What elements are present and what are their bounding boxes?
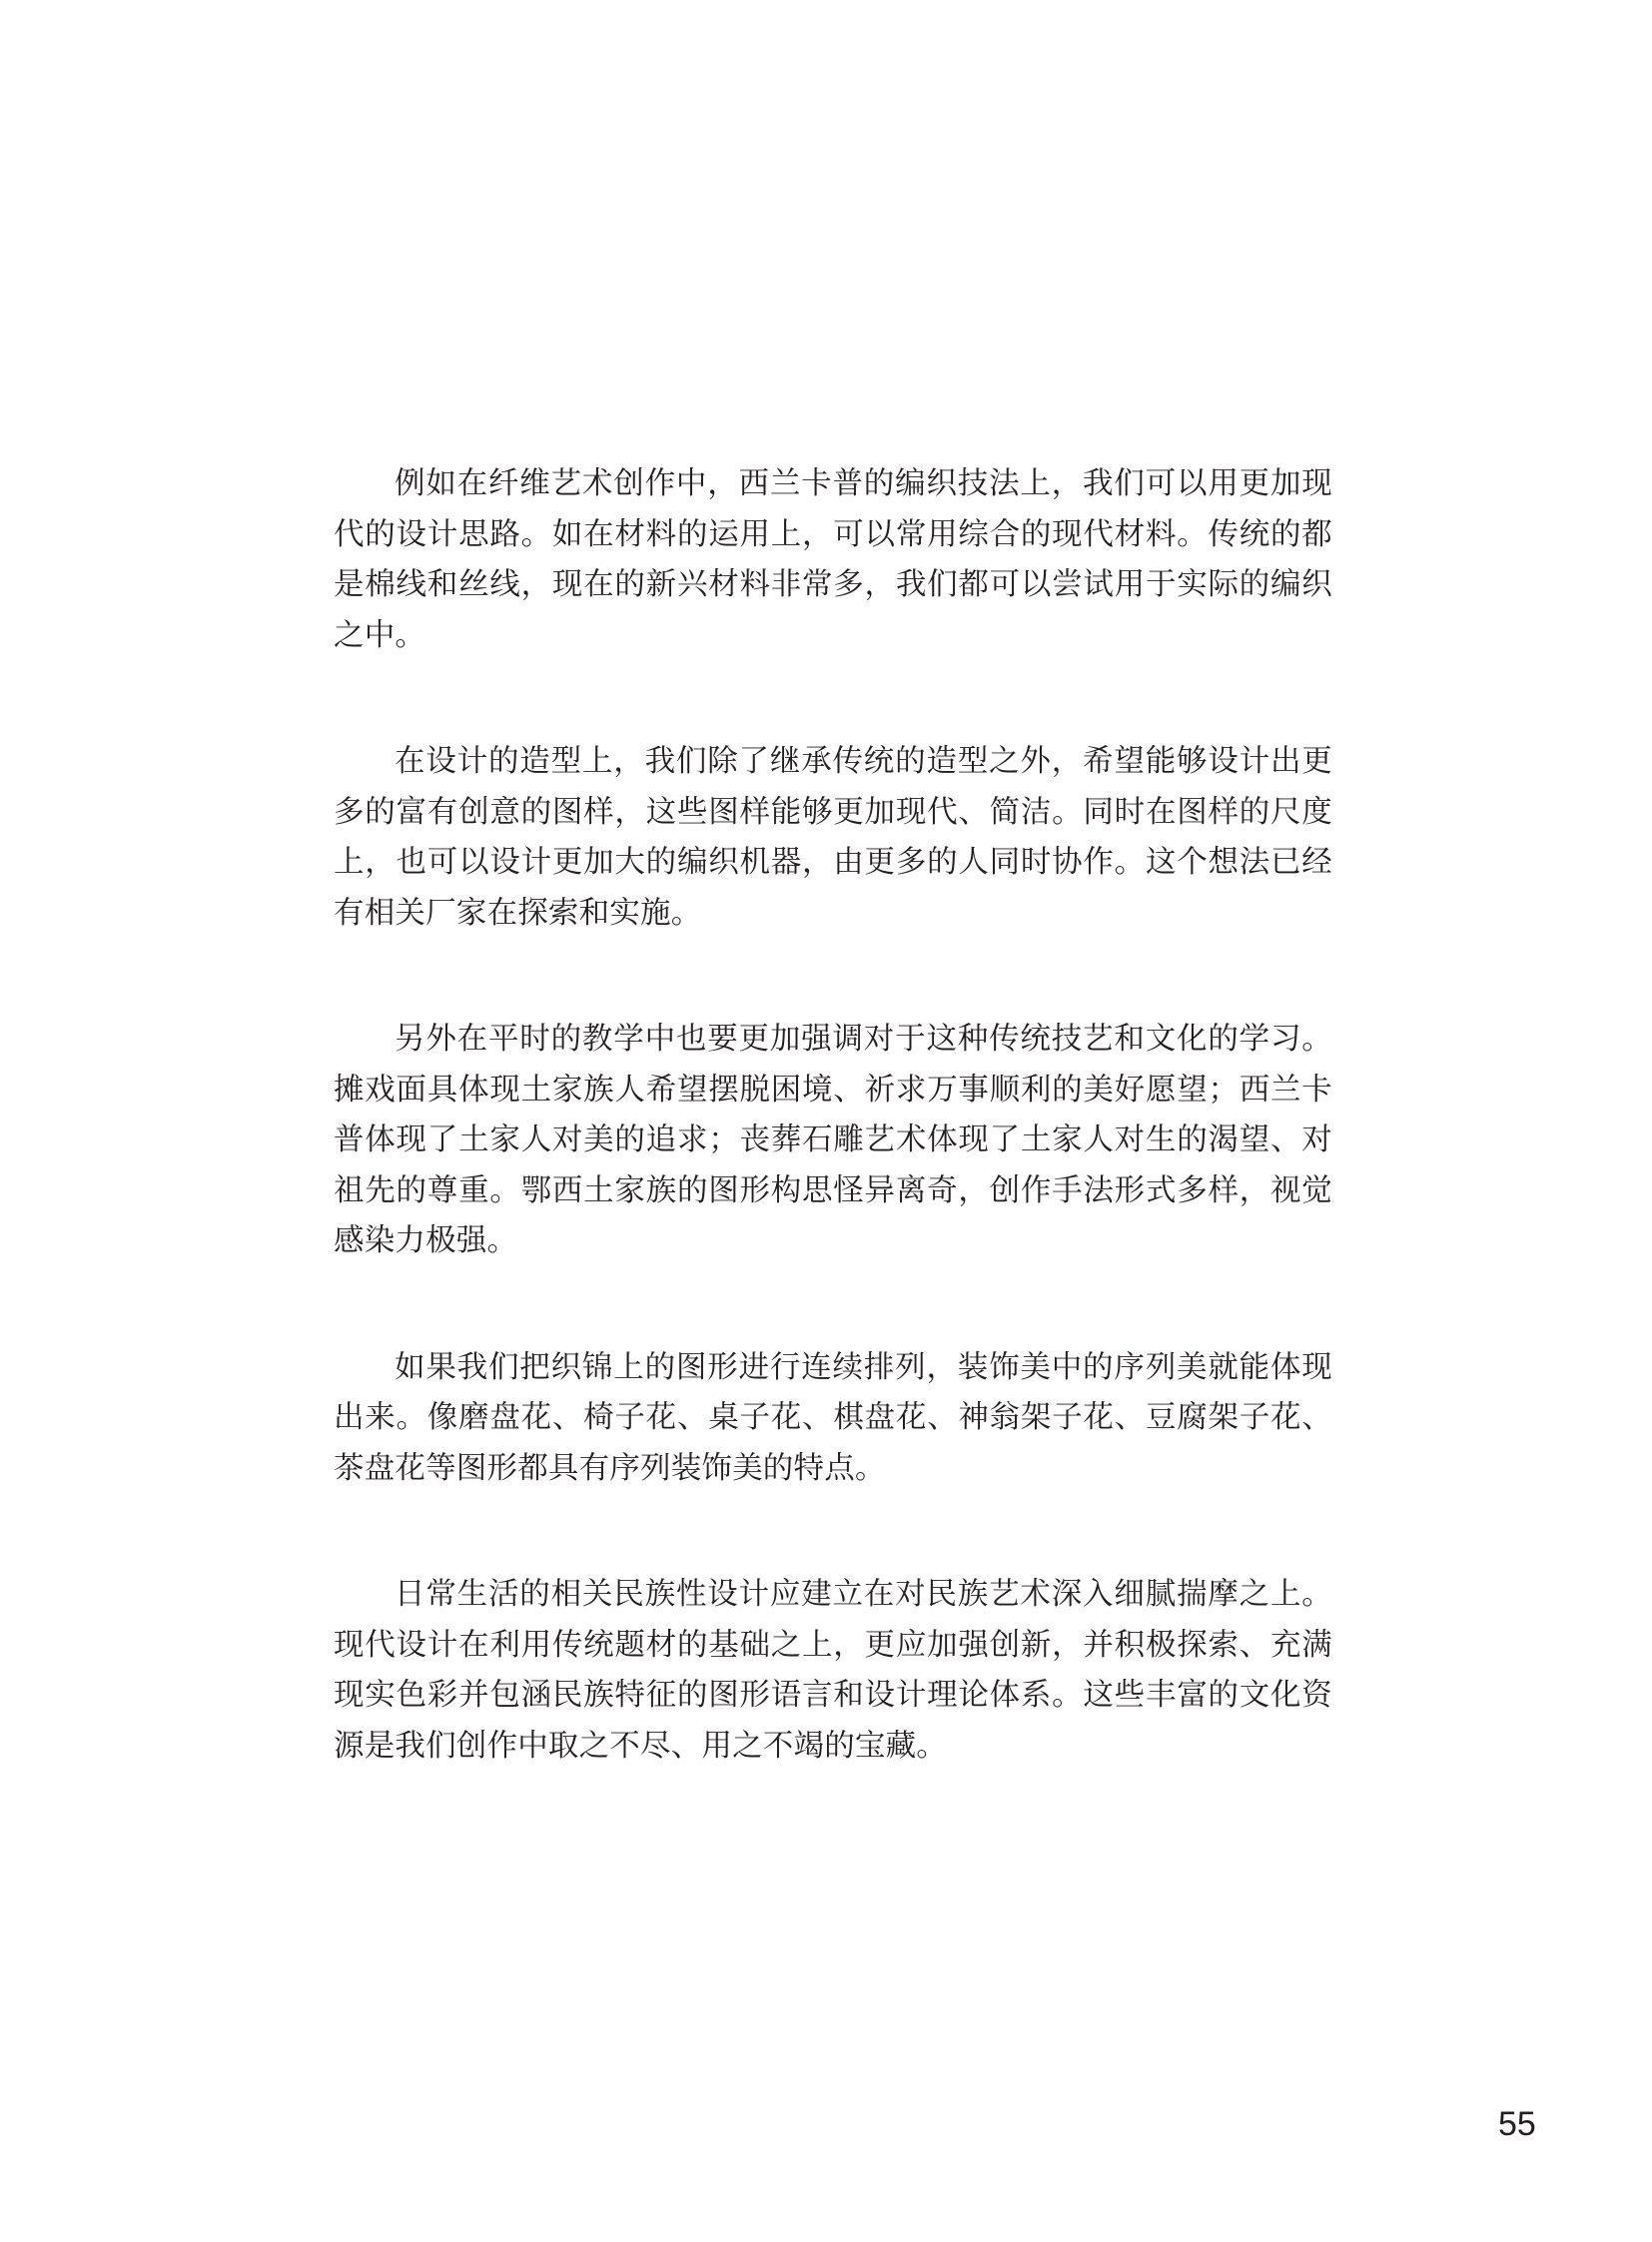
paragraph-4: 如果我们把织锦上的图形进行连续排列，装饰美中的序列美就能体现出来。像磨盘花、椅子花、桌子花、棋盘花、神翁架子花、豆腐架子花、茶盘花等图形都具有序列装饰美的特点。 — [334, 1349, 1332, 1486]
page-number: 55 — [1498, 2105, 1536, 2143]
paragraph-2: 在设计的造型上，我们除了继承传统的造型之外，希望能够设计出更多的富有创意的图样，这些图样能够更加现代、简洁。同时在图样的尺度上，也可以设计更加大的编织机器，由更多的人同时协作。这个想法已经有相关厂家在探索和实施。 — [334, 744, 1332, 931]
paragraph-5: 日常生活的相关民族性设计应建立在对民族艺术深入细腻揣摩之上。现代设计在利用传统题材的基础之上，更应加强创新，并积极探索、充满现实色彩并包涵民族特征的图形语言和设计理论体系。这些丰富的文化资源是我们创作中取之不尽、用之不竭的宝藏。 — [334, 1577, 1332, 1764]
body-text — [334, 459, 1332, 1848]
paragraph-1: 例如在纤维艺术创作中，西兰卡普的编织技法上，我们可以用更加现代的设计思路。如在材料的运用上，可以常用综合的现代材料。传统的都是棉线和丝线，现在的新兴材料非常多，我们都可以尝试用于实际的编织之中。 — [334, 466, 1332, 653]
paragraph-3: 另外在平时的教学中也要更加强调对于这种传统技艺和文化的学习。摊戏面具体现土家族人希望摆脱困境、祈求万事顺利的美好愿望；西兰卡普体现了土家人对美的追求；丧葬石雕艺术体现了土家人对生的渴望、对祖先的尊重。鄂西土家族的图形构思怪异离奇，创作手法形式多样，视觉感染力极强。 — [334, 1022, 1332, 1258]
